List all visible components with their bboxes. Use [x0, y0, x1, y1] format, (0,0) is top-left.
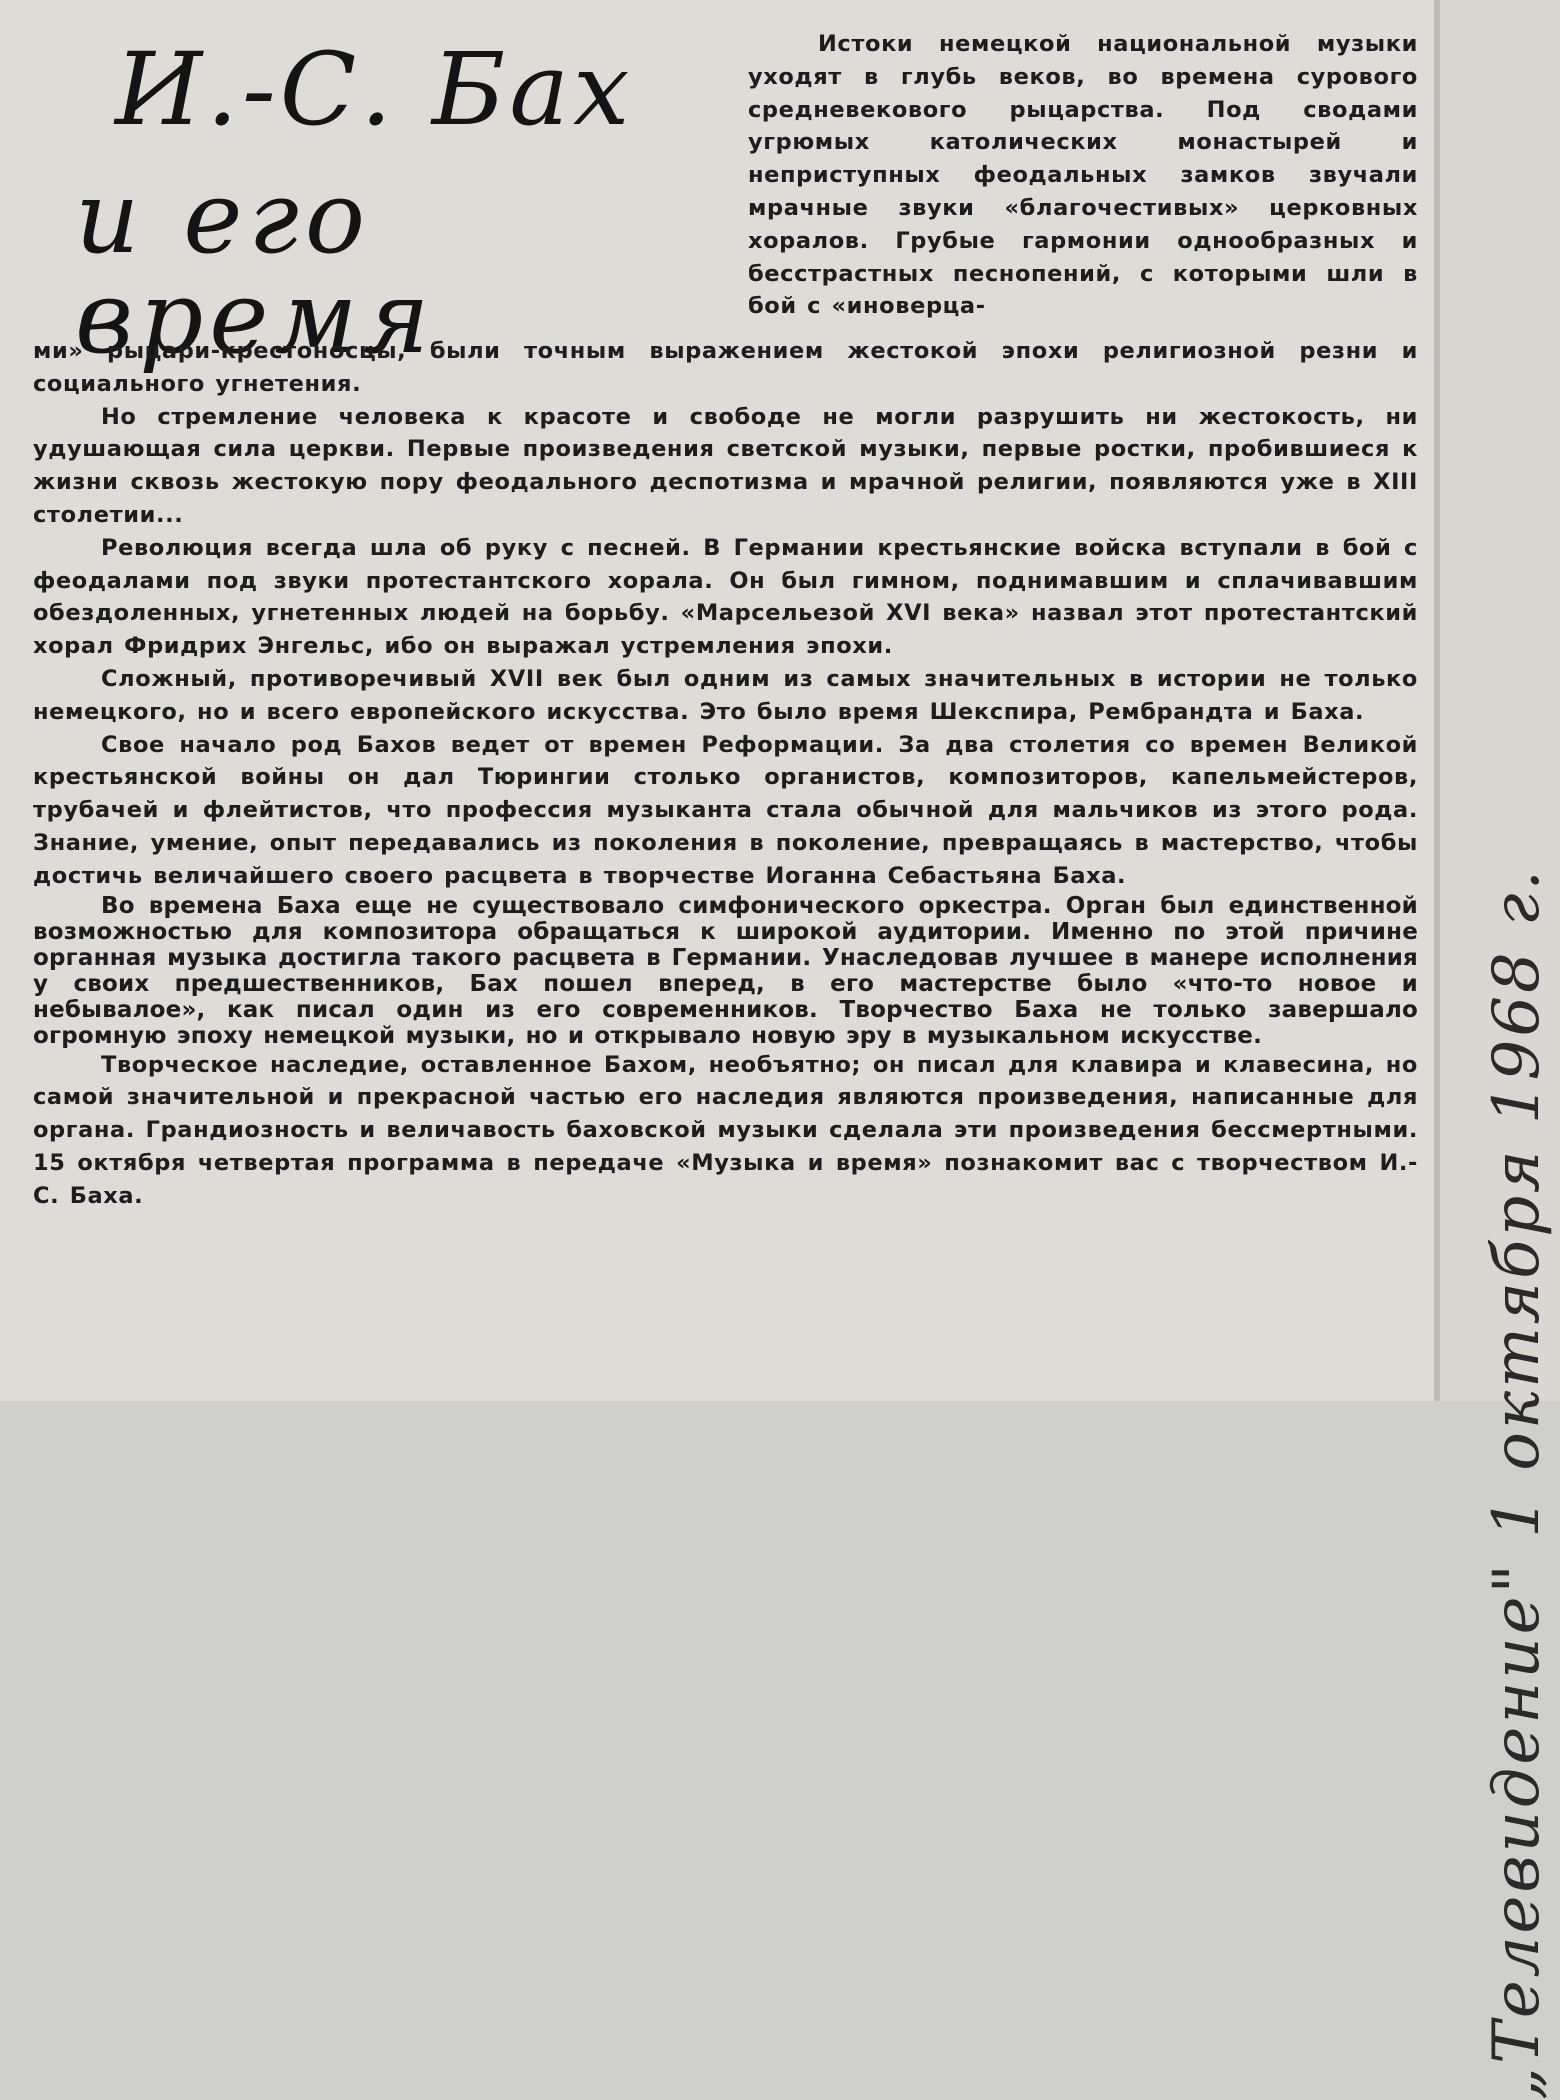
body-paragraph-3: Сложный, противоречивый XVII век был одним из самых значительных в истории не только немецкого, но и всего европейского искусства. Это было время Шекспира, Рембрандта и Баха. [33, 665, 1418, 725]
body-paragraph-1: Но стремление человека к красоте и свободе не могли разрушить ни жестокость, ни удушающая сила церкви. Первые произведения светской музыки, первые ростки, пробившиеся к жизни сквозь жестокую пору феодального деспотизма и мрачной религии, появляются уже в XIII столетии... [33, 403, 1418, 528]
handwritten-source-note: „Телевидение" 1 октября 1968 г. [1480, 867, 1554, 2100]
body-paragraph-6: Творческое наследие, оставленное Бахом, необъятно; он писал для клавира и клавесина, но самой значительной и прекрасной частью его наследия являются произведения, написанные для органа. Грандиозность и величавость баховской музыки сделала эти произведения бессмертными. 15 октября четвертая программа в передаче «Музыка и время» познакомит вас с творчеством И.-С. Баха. [33, 1051, 1418, 1209]
body-paragraph-4: Свое начало род Бахов ведет от времен Реформации. За два столетия со времен Великой крестьянской войны он дал Тюрингии столько органистов, композиторов, капельмейстеров, трубачей и флейтистов, что профессия музыканта стала обычной для мальчиков из этого рода. Знание, умение, опыт передавались из поколения в поколение, превращаясь в мастерство, чтобы достичь величайшего своего расцвета в творчестве Иоганна Себастьяна Баха. [33, 731, 1418, 889]
intro-paragraph: Истоки немецкой национальной музыки уходят в глубь веков, во времена сурового средневекового рыцарства. Под сводами угрюмых католических монастырей и неприступных феодальных замков звучали мрачные звуки «благочестивых» церковных хоралов. Грубые гармонии однообразных и бесстрастных песнопений, с которыми шли в бой с «иноверца- [748, 31, 1418, 320]
article-body [33, 335, 1418, 1213]
title-line-2: и его время [75, 159, 436, 376]
body-paragraph-2: Революция всегда шла об руку с песней. В Германии крестьянские войска вступали в бой с феодалами под звуки протестантского хорала. Он был гимном, поднимавшим и сплачивавшим обездоленных, угнетенных людей на борьбу. «Марсельезой XVI века» назвал этот протестантский хорал Фридрих Энгельс, ибо он выражал устремления эпохи. [33, 534, 1418, 660]
intro-column [748, 28, 1418, 388]
title-line-1: И.-С. Бах [115, 31, 634, 148]
body-paragraph-5: Во времена Баха еще не существовало симфонического оркестра. Орган был единственной возможностью для композитора обращаться к широкой аудитории. Именно по этой причине органная музыка достигла такого расцвета в Германии. Унаследовав лучшее в манере исполнения у своих предшественников, Бах пошел вперед, в его мастерстве было «что-то новое и небывалое», как писал один из его современников. Творчество Баха не только завершало огромную эпоху немецкой музыки, но и открывало новую эру в музыкальном искусстве. [33, 892, 1418, 1049]
intro-continuation: ми» рыцари-крестоносцы, были точным выражением жестокой эпохи религиозной резни и социального угнетения. [33, 338, 1418, 397]
article-title [75, 31, 695, 376]
